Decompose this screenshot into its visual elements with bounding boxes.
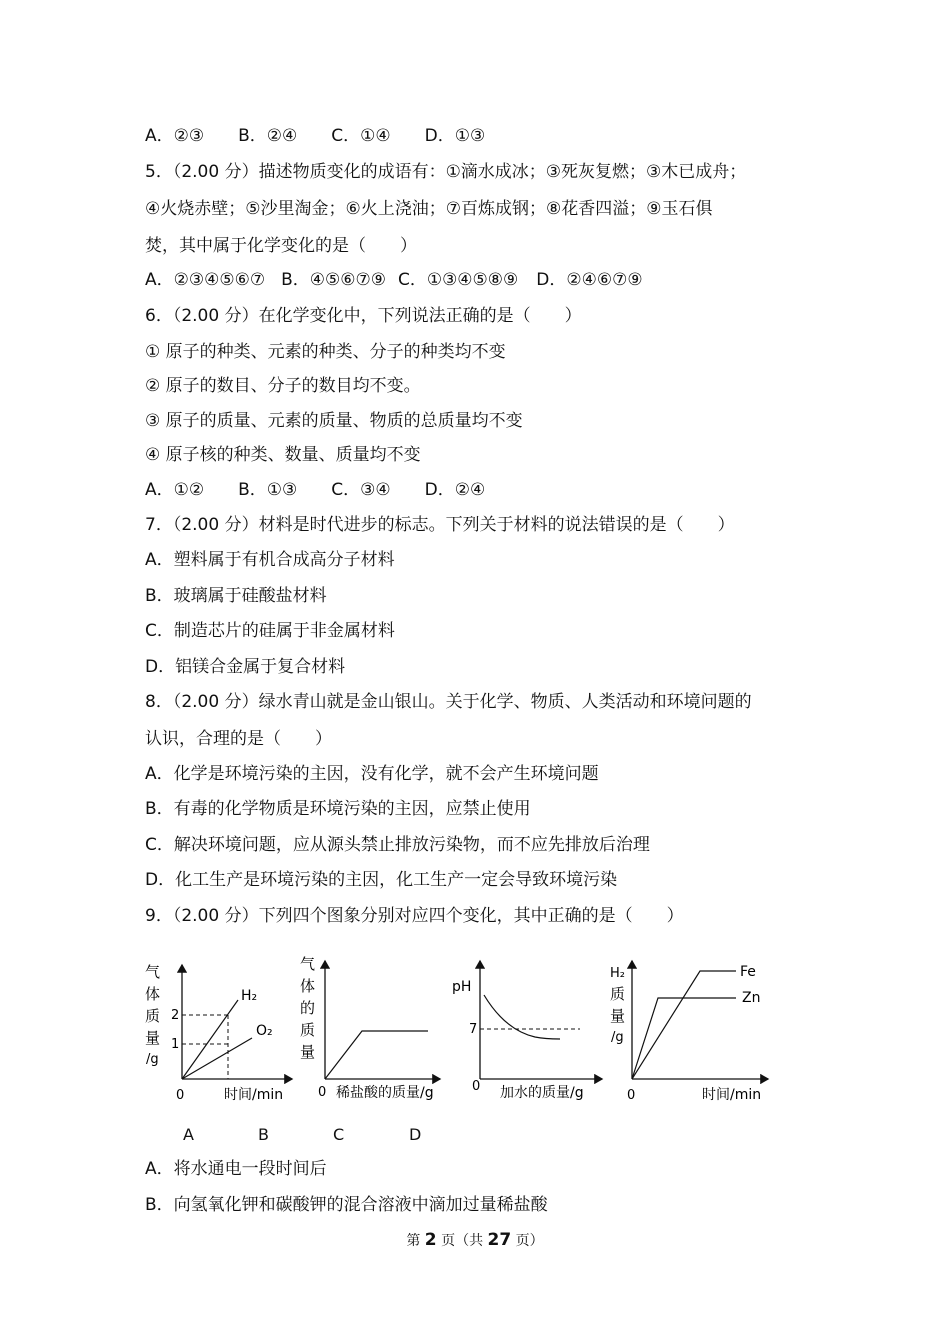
choice: C．制造芯片的硅属于非金属材料: [145, 621, 395, 641]
y-label: /g: [611, 1030, 624, 1045]
option: B．④⑤⑥⑦⑨: [281, 270, 386, 290]
option: C．③④: [331, 480, 391, 500]
option: A．①②: [145, 480, 205, 500]
origin-label: 0: [472, 1079, 481, 1094]
graph-letter: A: [183, 1125, 194, 1144]
graph-c: [452, 961, 602, 1101]
option: C．①③④⑤⑧⑨: [397, 270, 519, 290]
question-text: 认识，合理的是（ ）: [145, 729, 332, 749]
y-label: 量: [300, 1043, 316, 1061]
choice: A．化学是环境污染的主因，没有化学，就不会产生环境问题: [145, 764, 599, 784]
option: D．②④⑥⑦⑨: [536, 270, 643, 290]
option: C．①④: [331, 126, 391, 146]
choice: B．向氢氧化钾和碳酸钾的混合溶液中滴加过量稀盐酸: [145, 1195, 548, 1215]
graph-letter: C: [333, 1125, 345, 1144]
graph-a: [145, 963, 292, 1103]
y-label: 质: [610, 985, 626, 1003]
series-label: Fe: [740, 964, 756, 980]
y-label: 气: [300, 955, 316, 973]
statement: ③ 原子的质量、元素的质量、物质的总质量均不变: [145, 411, 523, 431]
y-label: pH: [452, 979, 472, 995]
graph-letter: B: [258, 1125, 269, 1144]
y-label: /g: [146, 1052, 159, 1067]
y-label: 质: [145, 1007, 161, 1025]
option: B．②④: [238, 126, 298, 146]
tick-label: 2: [171, 1008, 180, 1023]
y-label: 的: [300, 999, 316, 1017]
choice: A．塑料属于有机合成高分子材料: [145, 550, 395, 570]
origin-label: 0: [318, 1085, 327, 1100]
total-pages: 27: [487, 1230, 512, 1250]
origin-label: 0: [176, 1088, 185, 1103]
series-label: Zn: [742, 990, 761, 1006]
option: B．①③: [238, 480, 298, 500]
page-number: 2: [424, 1230, 437, 1250]
graph-b: [300, 955, 440, 1101]
y-label: H₂: [610, 966, 625, 981]
question-text: 8．（2.00 分）绿水青山就是金山银山。关于化学、物质、人类活动和环境问题的: [145, 692, 752, 712]
y-label: 量: [145, 1029, 161, 1047]
y-label: 质: [300, 1021, 316, 1039]
h2-line: [182, 1000, 238, 1079]
x-label: 时间/min: [224, 1087, 284, 1103]
choice: C．解决环境问题，应从源头禁止排放污染物，而不应先排放后治理: [145, 835, 650, 855]
graph-d: [610, 961, 768, 1103]
statement: ④ 原子核的种类、数量、质量均不变: [145, 445, 421, 465]
choice: B．玻璃属于硅酸盐材料: [145, 586, 327, 606]
q5-options: [145, 268, 677, 292]
choice: A．将水通电一段时间后: [145, 1159, 327, 1179]
series-label: H₂: [241, 988, 258, 1004]
option: A．②③: [145, 126, 205, 146]
origin-label: 0: [627, 1088, 636, 1103]
statement: ② 原子的数目、分子的数目均不变。: [145, 376, 421, 396]
choice: B．有毒的化学物质是环境污染的主因，应禁止使用: [145, 799, 531, 819]
choice: D．铝镁合金属于复合材料: [145, 657, 346, 677]
q4-options: [145, 124, 519, 148]
option: D．②④: [424, 480, 486, 500]
fe-curve: [632, 971, 736, 1079]
page-footer: 第 2 页（共 27 页）: [406, 1230, 544, 1250]
series-label: O₂: [256, 1023, 273, 1039]
tick-label: 7: [469, 1022, 478, 1037]
q6-options: [145, 478, 519, 502]
y-label: 体: [300, 977, 316, 995]
question-stem: 7．（2.00 分）材料是时代进步的标志。下列关于材料的说法错误的是（ ）: [145, 515, 735, 535]
option: D．①③: [424, 126, 486, 146]
ph-curve: [484, 995, 560, 1039]
y-label: 气: [145, 963, 161, 981]
y-label: 体: [145, 985, 161, 1003]
question-text: ④火烧赤壁；⑤沙里淘金；⑥火上浇油；⑦百炼成钢；⑧花香四溢；⑨玉石俱: [145, 199, 713, 219]
x-label: 稀盐酸的质量/g: [336, 1085, 434, 1101]
question-stem: 6．（2.00 分）在化学变化中，下列说法正确的是（ ）: [145, 306, 582, 326]
question-stem: 9．（2.00 分）下列四个图象分别对应四个变化，其中正确的是（ ）: [145, 906, 684, 926]
option: A．②③④⑤⑥⑦: [145, 270, 266, 290]
y-label: 量: [610, 1007, 626, 1025]
gas-curve: [325, 1031, 428, 1079]
graph-letter: D: [409, 1125, 422, 1144]
question-text: 5．（2.00 分）描述物质变化的成语有：①滴水成冰；③死灰复燃；③木已成舟；: [145, 162, 747, 182]
statement: ① 原子的种类、元素的种类、分子的种类均不变: [145, 342, 506, 362]
x-label: 加水的质量/g: [500, 1085, 584, 1101]
tick-label: 1: [171, 1037, 180, 1052]
choice: D．化工生产是环境污染的主因，化工生产一定会导致环境污染: [145, 870, 618, 890]
zn-curve: [632, 998, 736, 1079]
question-text: 焚，其中属于化学变化的是（ ）: [145, 236, 417, 256]
q9-graphs: [140, 955, 780, 1105]
x-label: 时间/min: [702, 1087, 762, 1103]
